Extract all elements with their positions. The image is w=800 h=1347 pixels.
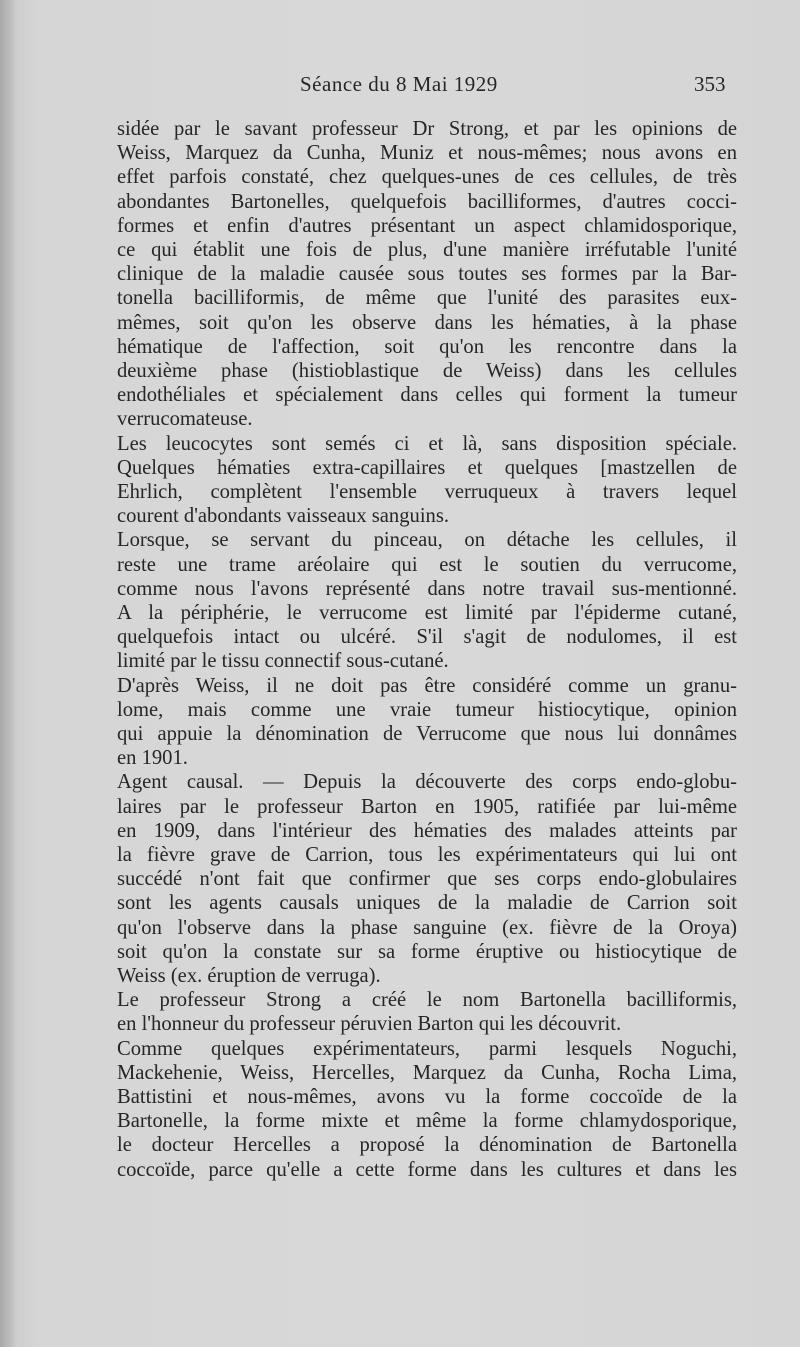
text-line: endothéliales et spécialement dans celles qui forment la tumeur (117, 384, 737, 407)
text-line: lome, mais comme une vraie tumeur histiocytique, opinion (117, 698, 737, 721)
text-line: ce qui établit une fois de plus, d'une manière irréfutable l'unité (117, 239, 737, 261)
text-line: verrucomateuse. (117, 408, 253, 431)
text-line: Ehrlich, complètent l'ensemble verruqueux à travers lequel (117, 481, 737, 503)
text-line: qui appuie la dénomination de Verrucome que nous lui donnâmes (117, 723, 737, 745)
running-head (0, 72, 800, 102)
text-line: Weiss (ex. éruption de verruga). (117, 965, 381, 987)
text-line: deuxième phase (histioblastique de Weiss) dans les cellules (117, 360, 737, 382)
text-line: en 1901. (117, 747, 188, 770)
text-line: soit qu'on la constate sur sa forme éruptive ou histiocytique de (117, 940, 737, 963)
text-line: effet parfois constaté, chez quelques-unes de ces cellules, de très (117, 166, 737, 189)
text-line: sidée par le savant professeur Dr Strong, et par les opinions de (117, 118, 737, 140)
text-line: Comme quelques expérimentateurs, parmi lesquels Noguchi, (117, 1037, 737, 1060)
text-line: qu'on l'observe dans la phase sanguine (ex. fièvre de la Oroya) (117, 916, 737, 939)
text-line: Les leucocytes sont semés ci et là, sans disposition spéciale. (117, 432, 737, 455)
text-line: le docteur Hercelles a proposé la dénomination de Bartonella (117, 1134, 737, 1157)
text-line: Battistini et nous-mêmes, avons vu la forme coccoïde de la (117, 1086, 737, 1108)
running-title: Séance du 8 Mai 1929 (300, 72, 498, 96)
text-line: coccoïde, parce qu'elle a cette forme dans les cultures et dans les (117, 1158, 737, 1181)
text-line: laires par le professeur Barton en 1905, ratifiée par lui-même (117, 795, 737, 818)
text-line: Quelques hématies extra-capillaires et quelques [mastzellen de (117, 456, 737, 479)
text-line: la fièvre grave de Carrion, tous les expérimentateurs qui lui ont (117, 844, 737, 866)
text-line: sont les agents causals uniques de la maladie de Carrion soit (117, 892, 737, 915)
text-line: Le professeur Strong a créé le nom Bartonella bacilliformis, (117, 989, 737, 1012)
text-line: hématique de l'affection, soit qu'on les rencontre dans la (117, 335, 737, 358)
text-line: Agent causal. — Depuis la découverte des corps endo-globu- (117, 771, 737, 794)
text-line: limité par le tissu connectif sous-cutané. (117, 650, 449, 673)
text-line: comme nous l'avons représenté dans notre travail sus-mentionné. (117, 577, 737, 600)
text-line: tonella bacilliformis, de même que l'unité des parasites eux- (117, 287, 737, 310)
text-line: D'après Weiss, il ne doit pas être considéré comme un granu- (117, 674, 737, 697)
text-line: en l'honneur du professeur péruvien Barton qui les découvrit. (117, 1013, 622, 1036)
text-line: quelquefois intact ou ulcéré. S'il s'agit de nodulomes, il est (117, 626, 737, 649)
text-line: clinique de la maladie causée sous toutes ses formes par la Bar- (117, 263, 737, 286)
text-line: abondantes Bartonelles, quelquefois bacilliformes, d'autres cocci- (117, 190, 737, 213)
text-line: reste une trame aréolaire qui est le soutien du verrucome, (117, 553, 737, 576)
text-line: A la périphérie, le verrucome est limité par l'épiderme cutané, (117, 602, 737, 624)
text-line: courent d'abondants vaisseaux sanguins. (117, 505, 449, 528)
text-line: Lorsque, se servant du pinceau, on détache les cellules, il (117, 529, 737, 552)
text-line: formes et enfin d'autres présentant un aspect chlamidosporique, (117, 214, 737, 237)
text-line: Mackehenie, Weiss, Hercelles, Marquez da Cunha, Rocha Lima, (117, 1061, 737, 1084)
page-gutter-shadow (0, 0, 14, 1347)
text-line: en 1909, dans l'intérieur des hématies des malades atteints par (117, 819, 737, 842)
text-line: succédé n'ont fait que confirmer que ses corps endo-globulaires (117, 868, 737, 891)
text-line: mêmes, soit qu'on les observe dans les hématies, à la phase (117, 311, 737, 334)
page-number: 353 (694, 72, 726, 96)
text-line: Bartonelle, la forme mixte et même la forme chlamydosporique, (117, 1110, 737, 1133)
text-line: Weiss, Marquez da Cunha, Muniz et nous-mêmes; nous avons en (117, 142, 737, 165)
